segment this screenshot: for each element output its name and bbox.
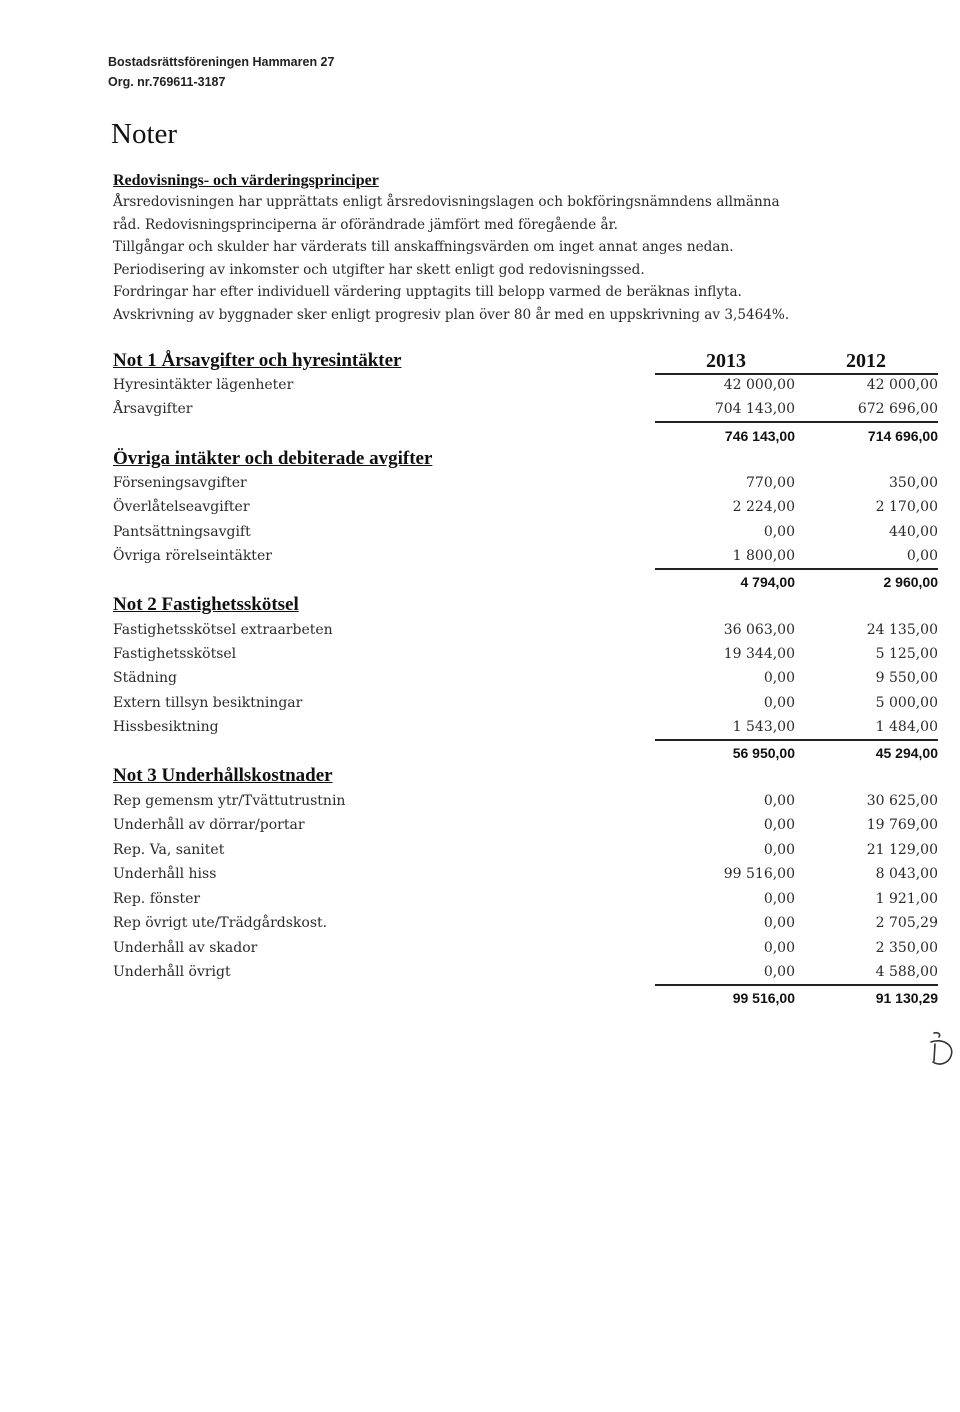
value-2013: 42 000,00 <box>723 377 795 393</box>
table-row <box>113 646 938 670</box>
sum-rule <box>655 739 938 741</box>
principles-heading: Redovisnings- och värderingsprinciper <box>113 172 379 189</box>
row-label: Överlåtelseavgifter <box>113 499 250 515</box>
note2-heading: Not 2 Fastighetsskötsel <box>113 594 299 615</box>
principles-line: Tillgångar och skulder har värderats till anskaffningsvärden om inget annat anges nedan. <box>113 239 734 255</box>
value-2013: 0,00 <box>763 915 795 931</box>
total-2013: 4 794,00 <box>740 574 795 590</box>
handwritten-mark <box>925 1030 959 1070</box>
row-label: Årsavgifter <box>113 401 193 417</box>
value-2013: 2 224,00 <box>732 499 795 515</box>
row-label: Rep övrigt ute/Trädgårdskost. <box>113 915 328 931</box>
sum-rule <box>655 984 938 986</box>
table-row <box>113 817 938 841</box>
total-2012: 91 130,29 <box>875 990 938 1006</box>
value-2012: 1 921,00 <box>875 891 938 907</box>
total-2013: 746 143,00 <box>724 428 795 444</box>
row-label: Förseningsavgifter <box>113 475 247 491</box>
principles-line: Årsredovisningen har upprättats enligt årsredovisningslagen och bokföringsnämndens allmänna <box>113 194 780 210</box>
table-row <box>113 695 938 719</box>
row-label: Övriga rörelseintäkter <box>113 548 272 564</box>
value-2013: 0,00 <box>763 695 795 711</box>
value-2012: 672 696,00 <box>857 401 938 417</box>
row-label: Underhåll hiss <box>113 866 217 882</box>
value-2012: 19 769,00 <box>866 817 938 833</box>
value-2013: 0,00 <box>763 670 795 686</box>
value-2012: 4 588,00 <box>875 964 938 980</box>
value-2013: 704 143,00 <box>714 401 795 417</box>
value-2013: 36 063,00 <box>723 622 795 638</box>
value-2013: 99 516,00 <box>723 866 795 882</box>
row-label: Rep gemensm ytr/Tvättutrustnin <box>113 793 346 809</box>
principles-line: Avskrivning av byggnader sker enligt progresiv plan över 80 år med en uppskrivning av 3,5464%. <box>113 306 790 323</box>
table-row <box>113 891 938 915</box>
other-income-heading: Övriga intäkter och debiterade avgifter <box>113 448 433 469</box>
value-2012: 2 705,29 <box>875 915 938 931</box>
value-2012: 9 550,00 <box>875 670 938 686</box>
value-2012: 1 484,00 <box>875 719 938 735</box>
row-label: Rep. Va, sanitet <box>113 842 225 858</box>
org-name: Bostadsrättsföreningen Hammaren 27 <box>108 55 335 69</box>
row-label: Rep. fönster <box>113 891 201 907</box>
value-2013: 0,00 <box>763 524 795 540</box>
principles-line: Fordringar har efter individuell värdering upptagits till belopp varmed de beräknas inflyta. <box>113 284 742 300</box>
table-row <box>113 622 938 646</box>
row-label: Hyresintäkter lägenheter <box>113 377 294 393</box>
table-row <box>113 524 938 548</box>
value-2012: 2 350,00 <box>875 940 938 956</box>
principles-line: råd. Redovisningsprinciperna är oförändrade jämfört med föregående år. <box>113 216 618 233</box>
row-label: Underhåll övrigt <box>113 964 231 980</box>
row-label: Extern tillsyn besiktningar <box>113 695 303 711</box>
year-2013-header: 2013 <box>706 350 746 372</box>
total-2012: 714 696,00 <box>867 428 938 444</box>
total-row <box>113 990 938 1014</box>
table-row <box>113 793 938 817</box>
value-2013: 0,00 <box>763 964 795 980</box>
page-title: Noter <box>111 118 178 150</box>
total-2013: 56 950,00 <box>732 745 795 761</box>
table-row <box>113 670 938 694</box>
value-2012: 350,00 <box>889 475 938 491</box>
value-2012: 8 043,00 <box>875 866 938 882</box>
sum-rule <box>655 568 938 570</box>
value-2013: 0,00 <box>763 940 795 956</box>
year-header-rule <box>655 373 938 375</box>
table-row <box>113 475 938 499</box>
org-number: Org. nr.769611-3187 <box>108 75 226 89</box>
value-2013: 1 800,00 <box>732 548 795 564</box>
total-2012: 45 294,00 <box>875 745 938 761</box>
value-2012: 0,00 <box>906 548 938 564</box>
value-2012: 5 125,00 <box>875 646 938 662</box>
note1-heading: Not 1 Årsavgifter och hyresintäkter <box>113 350 402 371</box>
note3-heading: Not 3 Underhållskostnader <box>113 765 333 786</box>
table-row <box>113 915 938 939</box>
value-2012: 42 000,00 <box>866 377 938 393</box>
year-2012-header: 2012 <box>846 350 886 372</box>
principles-line: Periodisering av inkomster och utgifter har skett enligt god redovisningssed. <box>113 261 645 278</box>
table-row <box>113 866 938 890</box>
total-2013: 99 516,00 <box>732 990 795 1006</box>
value-2012: 30 625,00 <box>866 793 938 809</box>
value-2013: 0,00 <box>763 817 795 833</box>
value-2013: 0,00 <box>763 842 795 858</box>
value-2013: 1 543,00 <box>732 719 795 735</box>
value-2012: 2 170,00 <box>875 499 938 515</box>
row-label: Underhåll av dörrar/portar <box>113 817 305 833</box>
row-label: Städning <box>113 670 177 686</box>
value-2012: 21 129,00 <box>866 842 938 858</box>
value-2013: 0,00 <box>763 793 795 809</box>
row-label: Hissbesiktning <box>113 719 219 735</box>
table-row <box>113 940 938 964</box>
sum-rule <box>655 421 938 423</box>
value-2013: 770,00 <box>746 475 795 491</box>
row-label: Underhåll av skador <box>113 940 258 956</box>
row-label: Fastighetsskötsel extraarbeten <box>113 622 333 638</box>
table-row <box>113 377 938 401</box>
principles-paragraph <box>113 191 833 326</box>
total-2012: 2 960,00 <box>883 574 938 590</box>
table-row <box>113 842 938 866</box>
value-2013: 19 344,00 <box>723 646 795 662</box>
row-label: Fastighetsskötsel <box>113 646 237 662</box>
row-label: Pantsättningsavgift <box>113 524 251 540</box>
value-2013: 0,00 <box>763 891 795 907</box>
table-row <box>113 499 938 523</box>
value-2012: 440,00 <box>889 524 938 540</box>
value-2012: 5 000,00 <box>875 695 938 711</box>
value-2012: 24 135,00 <box>866 622 938 638</box>
